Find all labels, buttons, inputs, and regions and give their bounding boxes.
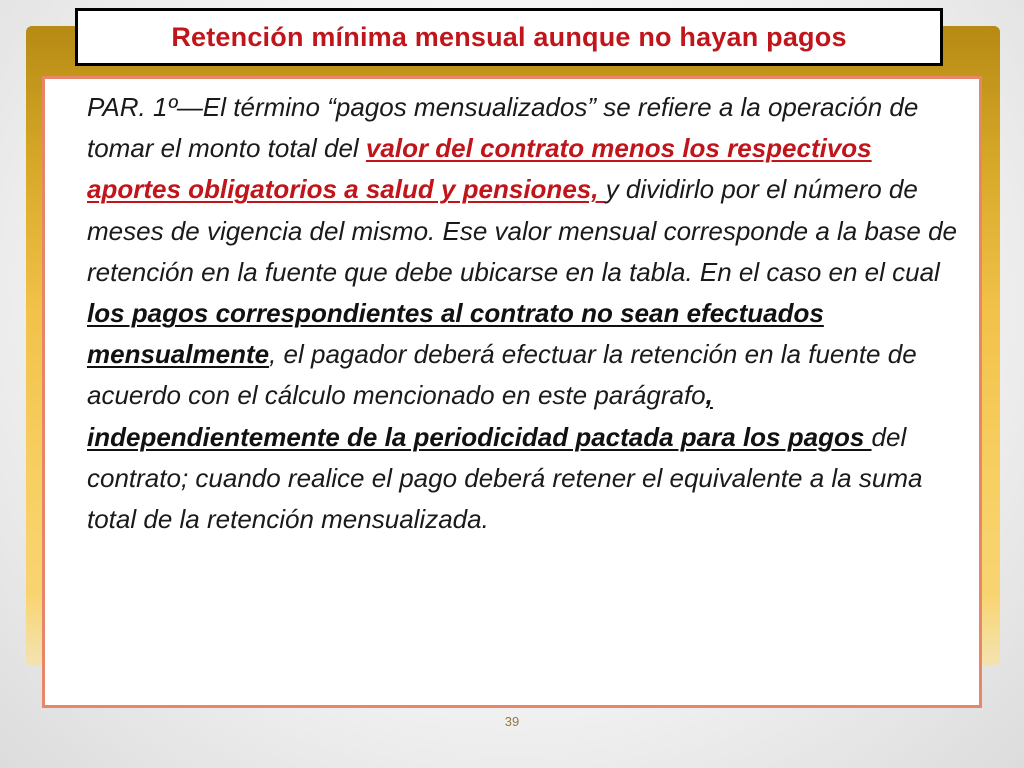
slide-number: 39 (504, 714, 520, 729)
body-text-part-2: y dividirlo por el número de meses de vigencia del mismo. Ese valor mensual corresponde a la base de retención en la fuente que debe ubicarse en la tabla. En el caso en el cual (87, 174, 958, 287)
highlight-payment-periodicity: , independientemente de la periodicidad pactada para los pagos (87, 380, 872, 452)
slide-title: Retención mínima mensual aunque no hayan pagos (171, 21, 847, 52)
content-box (42, 76, 982, 708)
body-text-part-1: PAR. 1º—El término “pagos mensualizados” se refiere a la operación de tomar el monto total del (87, 92, 919, 164)
highlight-contract-value: valor del contrato menos los respectivos aportes obligatorios a salud y pensiones, (87, 133, 872, 205)
body-text-part-4: del contrato; cuando realice el pago deberá retener el equivalente a la suma total de la retención mensualizada. (87, 421, 923, 535)
body-paragraph (87, 87, 959, 540)
highlight-non-monthly-payments: los pagos correspondientes al contrato no sean efectuados mensualmente (87, 298, 824, 370)
title-box (75, 8, 943, 66)
body-text-part-3: , el pagador deberá efectuar la retención en la fuente de acuerdo con el cálculo mencionado en este parágrafo (87, 339, 917, 411)
